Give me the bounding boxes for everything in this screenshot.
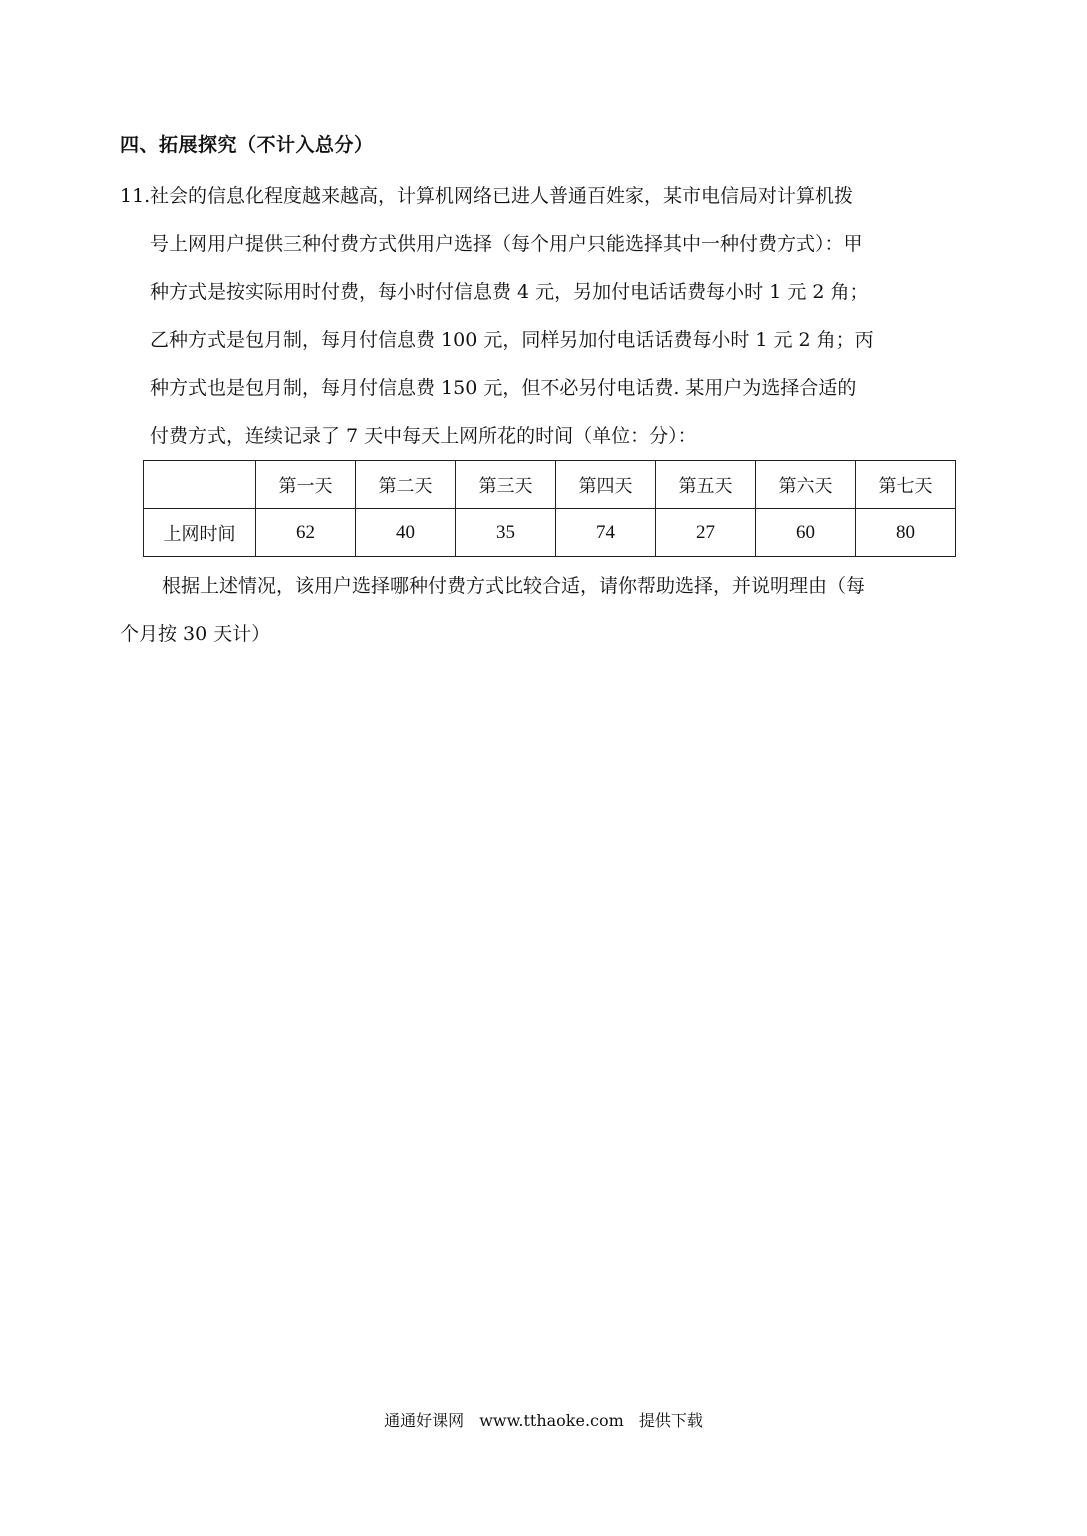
question-text-line: 社会的信息化程度越来越高，计算机网络已进人普通百姓家，某市电信局对计算机拨: [150, 185, 854, 207]
table-header-cell: 第六天: [756, 461, 856, 509]
question-text-line: 号上网用户提供三种付费方式供用户选择（每个用户只能选择其中一种付费方式）：甲: [150, 233, 863, 255]
question-line-6: [120, 412, 970, 460]
question-line-2: [120, 220, 970, 268]
page-footer: [0, 1408, 1087, 1431]
question-line-5: [120, 364, 970, 412]
table-row-label: 上网时间: [144, 509, 256, 557]
table-header-cell: 第一天: [256, 461, 356, 509]
table-header-cell: 第四天: [556, 461, 656, 509]
table-row: [144, 509, 956, 557]
table-cell: 27: [656, 509, 756, 557]
followup-line-2: 个月按 30 天计）: [120, 623, 271, 645]
table-cell: 62: [256, 509, 356, 557]
question-text-line: 种方式是按实际用时付费，每小时付信息费 4 元，另加付电话话费每小时 1 元 2 角；: [150, 281, 869, 303]
question-text-line: 乙种方式是包月制，每月付信息费 100 元，同样另加付电话话费每小时 1 元 2 角；丙: [150, 329, 874, 351]
question-11: [120, 172, 970, 460]
table-cell: 60: [756, 509, 856, 557]
question-number: 11.: [120, 185, 151, 207]
table-cell: 35: [456, 509, 556, 557]
table-corner-cell: [144, 461, 256, 509]
footer-url-link[interactable]: www.tthaoke.com: [479, 1411, 624, 1430]
question-text-line: 种方式也是包月制，每月付信息费 150 元，但不必另付电话费. 某用户为选择合适的: [150, 377, 857, 399]
table-header-cell: 第五天: [656, 461, 756, 509]
footer-site-name: 通通好课网: [384, 1411, 465, 1430]
table-header-cell: 第二天: [356, 461, 456, 509]
followup-line-1: 根据上述情况，该用户选择哪种付费方式比较合适，请你帮助选择，并说明理由（每: [162, 575, 866, 597]
usage-table: [143, 460, 956, 557]
question-line-4: [120, 316, 970, 364]
table-header-cell: 第七天: [856, 461, 956, 509]
followup-question: [120, 562, 970, 658]
table-header-row: [144, 461, 956, 509]
question-text-line: 付费方式，连续记录了 7 天中每天上网所花的时间（单位：分）：: [150, 425, 697, 447]
question-line-3: [120, 268, 970, 316]
table-cell: 80: [856, 509, 956, 557]
footer-suffix: 提供下载: [638, 1411, 703, 1430]
table-cell: 74: [556, 509, 656, 557]
question-line-1: [120, 172, 970, 220]
table-header-cell: 第三天: [456, 461, 556, 509]
table-cell: 40: [356, 509, 456, 557]
section-title: 四、拓展探究（不计入总分）: [120, 134, 374, 156]
